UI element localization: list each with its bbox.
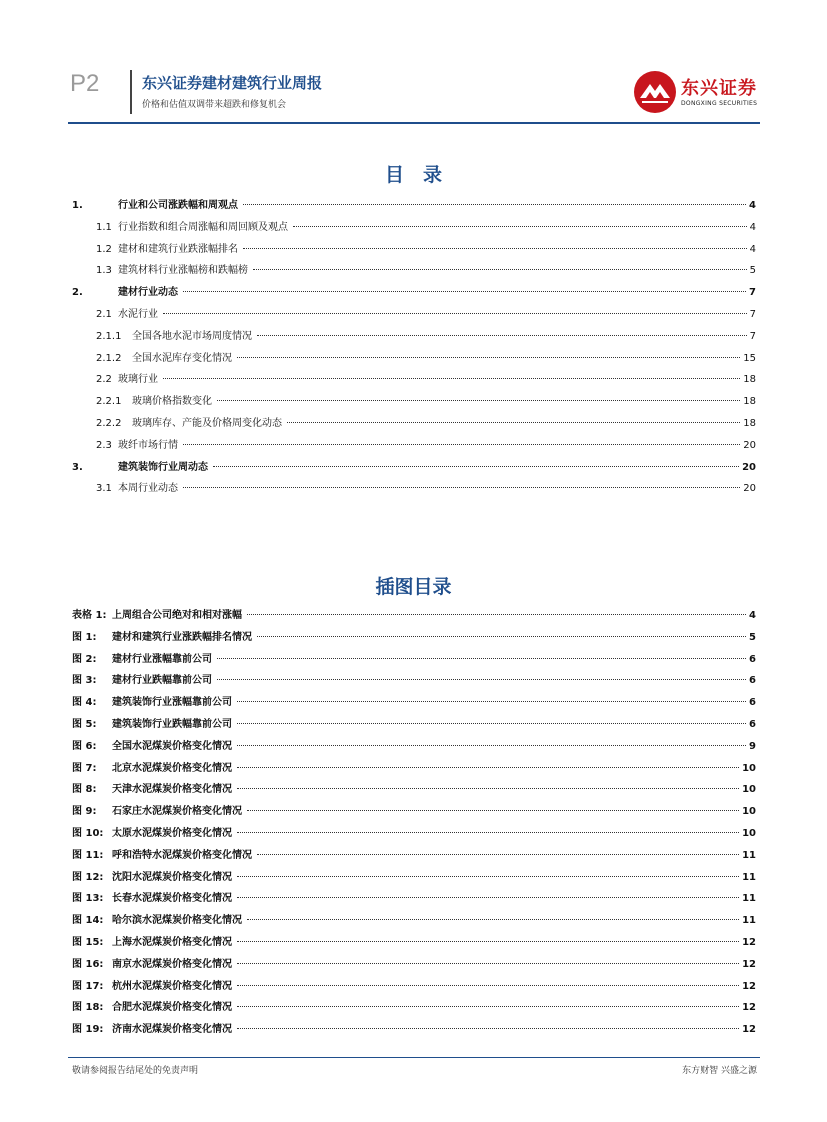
entry-label: 杭州水泥煤炭价格变化情况	[112, 980, 232, 992]
entry-page-number: 12	[742, 937, 756, 948]
figure-entry[interactable]	[72, 715, 756, 733]
figure-entry[interactable]	[72, 998, 756, 1016]
entry-page-number: 4	[749, 610, 756, 621]
entry-page-number: 7	[749, 287, 756, 299]
figure-entry[interactable]	[72, 933, 756, 951]
toc-entry[interactable]	[96, 261, 756, 279]
entry-label: 太原水泥煤炭价格变化情况	[112, 828, 232, 839]
dot-leader	[183, 487, 740, 488]
entry-number: 图 14:	[72, 915, 104, 927]
figure-entry[interactable]	[72, 846, 756, 864]
entry-page-number: 10	[742, 784, 756, 796]
entry-label: 建筑装饰行业涨幅靠前公司	[112, 697, 232, 709]
entry-page-number: 18	[743, 374, 756, 386]
entry-label: 沈阳水泥煤炭价格变化情况	[112, 871, 232, 883]
entry-number: 图 11:	[72, 849, 104, 861]
entry-number: 图 15:	[72, 937, 104, 948]
entry-number: 图 8:	[72, 784, 97, 796]
dot-leader	[237, 941, 739, 942]
figure-entry[interactable]	[72, 628, 756, 646]
dot-leader	[237, 963, 739, 964]
entry-label: 建筑装饰行业周动态	[118, 461, 208, 473]
toc-entry[interactable]	[96, 479, 756, 497]
toc-entry[interactable]	[72, 196, 756, 214]
dot-leader	[257, 854, 739, 855]
figure-entry[interactable]	[72, 955, 756, 973]
dot-leader	[293, 226, 747, 227]
dot-leader	[237, 832, 739, 833]
entry-number: 1.1	[96, 221, 112, 233]
entry-page-number: 10	[742, 828, 756, 839]
entry-number: 图 10:	[72, 828, 104, 839]
entry-label: 建材行业跌幅靠前公司	[112, 675, 212, 687]
toc-entry[interactable]	[96, 218, 756, 236]
dot-leader	[217, 400, 740, 401]
entry-number: 图 1:	[72, 631, 97, 643]
dot-leader	[237, 745, 746, 746]
entry-page-number: 4	[749, 243, 756, 255]
report-title: 东兴证券建材建筑行业周报	[142, 74, 323, 92]
entry-label: 北京水泥煤炭价格变化情况	[112, 762, 232, 774]
entry-number: 图 19:	[72, 1024, 104, 1036]
dot-leader	[237, 357, 740, 358]
entry-number: 图 6:	[72, 740, 97, 752]
entry-page-number: 6	[749, 697, 756, 709]
dot-leader	[237, 897, 739, 898]
entry-number: 图 4:	[72, 697, 97, 709]
entry-page-number: 18	[743, 396, 756, 408]
entry-page-number: 5	[749, 265, 756, 277]
entry-page-number: 12	[742, 958, 756, 970]
entry-page-number: 20	[742, 461, 756, 473]
figure-entry[interactable]	[72, 824, 756, 842]
toc-title: 目 录	[384, 164, 442, 186]
logo-chinese-name: 东兴证券	[681, 78, 757, 99]
entry-label: 上海水泥煤炭价格变化情况	[112, 937, 232, 948]
entry-label: 建材和建筑行业涨跌幅排名情况	[112, 631, 252, 643]
entry-page-number: 20	[743, 483, 756, 495]
footer-slogan: 东方财智 兴盛之源	[682, 1066, 757, 1076]
entry-page-number: 12	[742, 1002, 756, 1014]
logo-english-name: DONGXING SECURITIES	[681, 100, 758, 107]
entry-page-number: 11	[742, 849, 756, 861]
entry-label: 石家庄水泥煤炭价格变化情况	[112, 806, 242, 818]
dot-leader	[287, 422, 740, 423]
entry-number: 图 2:	[72, 653, 97, 665]
figure-entry[interactable]	[72, 759, 756, 777]
entry-page-number: 9	[749, 740, 756, 752]
entry-number: 图 12:	[72, 871, 104, 883]
figure-entry[interactable]	[72, 737, 756, 755]
dot-leader	[237, 985, 739, 986]
entry-number: 图 5:	[72, 719, 97, 730]
entry-label: 长春水泥煤炭价格变化情况	[112, 893, 232, 905]
dot-leader	[243, 248, 747, 249]
entry-label: 水泥行业	[118, 309, 158, 320]
dot-leader	[237, 1006, 739, 1007]
dot-leader	[253, 269, 747, 270]
entry-number: 图 17:	[72, 980, 104, 992]
dot-leader	[217, 658, 746, 659]
dot-leader	[237, 1028, 739, 1029]
figure-entry[interactable]	[72, 889, 756, 907]
dot-leader	[163, 378, 740, 379]
figure-entry[interactable]	[72, 650, 756, 668]
entry-label: 行业和公司涨跌幅和周观点	[118, 200, 238, 211]
dot-leader	[163, 313, 747, 314]
entry-number: 1.2	[96, 243, 112, 255]
entry-label: 玻璃行业	[118, 374, 158, 386]
entry-label: 玻璃库存、产能及价格周变化动态	[132, 418, 282, 429]
entry-number: 2.2.1	[96, 396, 122, 408]
header-divider	[130, 70, 132, 114]
toc-entry[interactable]	[96, 392, 756, 410]
entry-page-number: 12	[742, 980, 756, 992]
entry-page-number: 6	[749, 675, 756, 687]
entry-label: 天津水泥煤炭价格变化情况	[112, 784, 232, 796]
entry-number: 1.	[72, 200, 83, 211]
dot-leader	[243, 204, 746, 205]
entry-page-number: 11	[742, 871, 756, 883]
entry-label: 玻璃价格指数变化	[132, 396, 212, 408]
toc-entry[interactable]	[96, 305, 756, 323]
entry-page-number: 20	[743, 439, 756, 451]
toc-entry[interactable]	[96, 240, 756, 258]
entry-page-number: 4	[749, 221, 756, 233]
entry-label: 合肥水泥煤炭价格变化情况	[112, 1002, 232, 1014]
entry-label: 上周组合公司绝对和相对涨幅	[112, 610, 242, 621]
entry-page-number: 7	[749, 330, 756, 342]
toc-entry[interactable]	[96, 414, 756, 432]
figures-title: 插图目录	[375, 576, 452, 598]
dongxing-logo-icon	[633, 70, 677, 114]
report-subtitle: 价格和估值双调带来超跌和修复机会	[142, 100, 287, 110]
dot-leader	[237, 723, 746, 724]
dot-leader	[237, 767, 739, 768]
entry-number: 图 7:	[72, 762, 97, 774]
footer-rule	[68, 1057, 760, 1058]
toc-entry[interactable]	[96, 370, 756, 388]
dot-leader	[237, 876, 739, 877]
footer-disclaimer: 敬请参阅报告结尾处的免责声明	[72, 1066, 199, 1076]
company-logo	[633, 70, 757, 114]
dot-leader	[247, 810, 739, 811]
entry-page-number: 6	[749, 653, 756, 665]
entry-number: 图 9:	[72, 806, 97, 818]
page-number: P2	[70, 70, 100, 97]
entry-number: 图 18:	[72, 1002, 104, 1014]
dot-leader	[247, 919, 739, 920]
figure-entry[interactable]	[72, 671, 756, 689]
entry-page-number: 6	[749, 719, 756, 730]
figure-entry[interactable]	[72, 911, 756, 929]
entry-page-number: 5	[749, 631, 756, 643]
toc-entry[interactable]	[96, 349, 756, 367]
dot-leader	[183, 444, 740, 445]
figure-entry[interactable]	[72, 802, 756, 820]
entry-number: 2.	[72, 287, 83, 299]
figure-entry[interactable]	[72, 693, 756, 711]
entry-page-number: 10	[742, 762, 756, 774]
entry-number: 2.2	[96, 374, 112, 386]
entry-label: 济南水泥煤炭价格变化情况	[112, 1024, 232, 1036]
entry-number: 1.3	[96, 265, 112, 277]
page-header	[0, 0, 827, 130]
entry-page-number: 4	[749, 200, 756, 211]
entry-number: 2.1.1	[96, 330, 122, 342]
figure-entry[interactable]	[72, 780, 756, 798]
dot-leader	[237, 701, 746, 702]
entry-page-number: 10	[742, 806, 756, 818]
figure-entry[interactable]	[72, 868, 756, 886]
entry-label: 建材行业涨幅靠前公司	[112, 653, 212, 665]
entry-label: 建筑材料行业涨幅榜和跌幅榜	[118, 265, 248, 277]
dot-leader	[183, 291, 746, 292]
entry-page-number: 11	[742, 893, 756, 905]
entry-number: 2.3	[96, 439, 112, 451]
entry-label: 哈尔滨水泥煤炭价格变化情况	[112, 915, 242, 927]
toc-entry[interactable]	[96, 436, 756, 454]
entry-number: 2.1.2	[96, 352, 122, 364]
entry-number: 3.	[72, 461, 83, 473]
dot-leader	[257, 636, 746, 637]
entry-page-number: 12	[742, 1024, 756, 1036]
entry-label: 南京水泥煤炭价格变化情况	[112, 958, 232, 970]
entry-label: 全国水泥煤炭价格变化情况	[112, 740, 232, 752]
entry-label: 建材行业动态	[118, 287, 178, 299]
entry-number: 2.2.2	[96, 418, 122, 429]
dot-leader	[247, 614, 746, 615]
entry-number: 2.1	[96, 309, 112, 320]
entry-page-number: 11	[742, 915, 756, 927]
entry-label: 全国各地水泥市场周度情况	[132, 330, 252, 342]
entry-number: 3.1	[96, 483, 112, 495]
entry-number: 图 3:	[72, 675, 97, 687]
entry-page-number: 18	[743, 418, 756, 429]
entry-number: 表格 1:	[72, 610, 107, 621]
header-rule	[68, 122, 760, 124]
entry-label: 本周行业动态	[118, 483, 178, 495]
entry-number: 图 13:	[72, 893, 104, 905]
entry-label: 建筑装饰行业跌幅靠前公司	[112, 719, 232, 730]
toc-entry[interactable]	[96, 327, 756, 345]
dot-leader	[237, 788, 739, 789]
figure-entry[interactable]	[72, 1020, 756, 1038]
dot-leader	[257, 335, 747, 336]
figure-entry[interactable]	[72, 977, 756, 995]
entry-label: 玻纤市场行情	[118, 439, 178, 451]
toc-entry[interactable]	[72, 458, 756, 476]
entry-label: 建材和建筑行业跌涨幅排名	[118, 243, 238, 255]
entry-number: 图 16:	[72, 958, 104, 970]
entry-page-number: 7	[749, 309, 756, 320]
entry-label: 行业指数和组合周涨幅和周回顾及观点	[118, 221, 288, 233]
toc-entry[interactable]	[72, 283, 756, 301]
entry-label: 全国水泥库存变化情况	[132, 352, 232, 364]
dot-leader	[213, 466, 739, 467]
figure-entry[interactable]	[72, 606, 756, 624]
entry-page-number: 15	[743, 352, 756, 364]
entry-label: 呼和浩特水泥煤炭价格变化情况	[112, 849, 252, 861]
dot-leader	[217, 679, 746, 680]
